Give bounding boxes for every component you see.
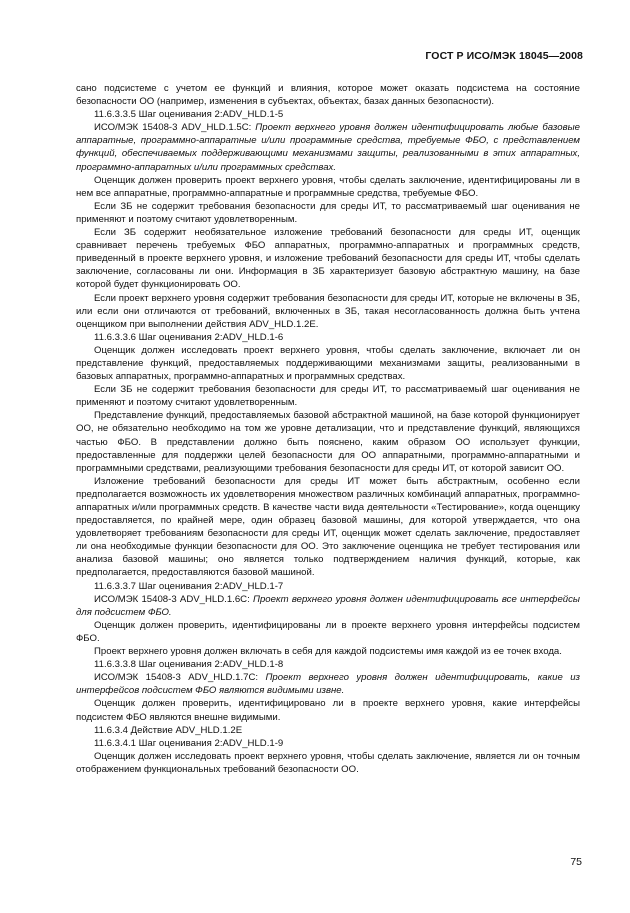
paragraph-p03: [76, 121, 580, 173]
paragraph-p16: Проект верхнего уровня должен включать в себя для каждой подсистемы имя каждой из ее точек входа.: [94, 646, 562, 658]
paragraph-p10: Если ЗБ не содержит требования безопасности для среды ИТ, то рассматриваемый шаг оценивания не применяют и поэтому считают удовлетворенным.: [76, 384, 580, 409]
standard-reference: ИСО/МЭК 15408-3 ADV_HLD.1.6C:: [94, 593, 254, 605]
paragraph-p15: Оценщик должен проверить, идентифицированы ли в проекте верхнего уровня интерфейсы подсистем ФБО.: [76, 619, 580, 644]
document-body: [76, 82, 580, 776]
paragraph-p06: Если ЗБ содержит необязательное изложение требований безопасности для среды ИТ, оценщик сравнивает перечень требуемых ФБО аппаратных, программно-аппаратных и программных средств, приведенный в проекте верхнего уровня, и изложение требований безопасности для среды ИТ, чтобы сделать заключение, согласованы ли они. Информация в ЗБ характеризует базовую абстрактную машину, на базе которой будет функционировать ОО.: [76, 227, 580, 291]
standard-reference: ИСО/МЭК 15408-3 ADV_HLD.1.7C:: [94, 672, 266, 684]
paragraph-p04: Оценщик должен проверить проект верхнего уровня, чтобы сделать заключение, идентифицированы ли в нем все аппаратные, программно-аппаратные и программные средства, требуемые ФБО.: [76, 174, 580, 199]
paragraph-p01: сано подсистеме с учетом ее функций и влияния, которое может оказать подсистема на состояние безопасности ОО (например, изменения в субъектах, объектах, базах данных безопасности).: [76, 83, 580, 108]
paragraph-p19: Оценщик должен проверить, идентифицировано ли в проекте верхнего уровня, какие интерфейсы подсистем ФБО являются внешне видимыми.: [76, 698, 580, 723]
page-header: ГОСТ Р ИСО/МЭК 18045—2008: [425, 50, 583, 62]
paragraph-p08: 11.6.3.3.6 Шаг оценивания 2:ADV_HLD.1-6: [94, 331, 284, 343]
paragraph-p22: Оценщик должен исследовать проект верхнего уровня, чтобы сделать заключение, является ли он точным отображением функциональных требований безопасности ОО.: [76, 750, 580, 775]
paragraph-p05: Если ЗБ не содержит требования безопасности для среды ИТ, то рассматриваемый шаг оценивания не применяют и поэтому считают удовлетворенным.: [76, 200, 580, 225]
standard-reference: ИСО/МЭК 15408-3 ADV_HLD.1.5C:: [94, 122, 256, 134]
requirement-text: Проект верхнего уровня должен идентифицировать, какие из интерфейсов подсистем ФБО являются видимыми извне.: [76, 672, 580, 697]
paragraph-p17: 11.6.3.3.8 Шаг оценивания 2:ADV_HLD.1-8: [94, 659, 284, 671]
paragraph-p12: Изложение требований безопасности для среды ИТ может быть абстрактным, особенно если предполагается возможность их удовлетворения множеством различных комбинаций аппаратных, программно-аппаратных и/или программных средств. В качестве части вида деятельности «Тестирование», когда оценщику предоставляется, по крайней мере, один образец базовой машины, для которой утверждается, что она удовлетворяет требованиям безопасности для среды ИТ, оценщик может сделать заключение, предоставляет ли она необходимые функции безопасности для ОО. Это заключение оценщика не требует тестирования или анализа базовой машины; оно является только подтверждением наличия функций, которые, как предполагается, предоставляются базовой машиной.: [76, 475, 580, 579]
requirement-text: Проект верхнего уровня должен идентифицировать все интерфейсы для подсистем ФБО.: [76, 593, 580, 618]
paragraph-p09: Оценщик должен исследовать проект верхнего уровня, чтобы сделать заключение, включает ли он представление функций, предоставляемых поддерживающими механизмами защиты, реализованными в базовых аппаратных, программно-аппаратных и программных средствах.: [76, 344, 580, 383]
paragraph-p18: [76, 671, 580, 697]
paragraph-p02: 11.6.3.3.5 Шаг оценивания 2:ADV_HLD.1-5: [94, 109, 284, 121]
paragraph-p11: Представление функций, предоставляемых базовой абстрактной машиной, на базе которой функционирует ОО, не обязательно необходимо на том же уровне детализации, что и представление функций, являющихся частью ФБО. В представлении должно быть пояснено, каким образом ОО использует функции, предоставленные для поддержки целей безопасности для ОО аппаратными, программно-аппаратными и программными средствами, реализующими требования безопасности для среды ИТ, от которой зависит ОО.: [76, 410, 580, 474]
paragraph-p20: 11.6.3.4 Действие ADV_HLD.1.2E: [94, 724, 243, 736]
paragraph-p07: Если проект верхнего уровня содержит требования безопасности для среды ИТ, которые не включены в ЗБ, или если они отличаются от требований, включенных в ЗБ, такая несогласованность должна быть учтена оценщиком при выполнении действия ADV_HLD.1.2E.: [76, 292, 580, 330]
paragraph-p13: 11.6.3.3.7 Шаг оценивания 2:ADV_HLD.1-7: [94, 580, 284, 592]
requirement-text: Проект верхнего уровня должен идентифицировать любые базовые аппаратные, программно-аппаратные и/или программные средства, требуемые ФБО, с представлением функций, обеспечиваемых поддерживающими механизмами защиты, реализованными в этих аппаратных, программно-аппаратных и/или программных средствах.: [76, 122, 580, 173]
paragraph-p21: 11.6.3.4.1 Шаг оценивания 2:ADV_HLD.1-9: [94, 737, 284, 749]
paragraph-p14: [76, 593, 580, 619]
page-number: 75: [570, 856, 582, 868]
